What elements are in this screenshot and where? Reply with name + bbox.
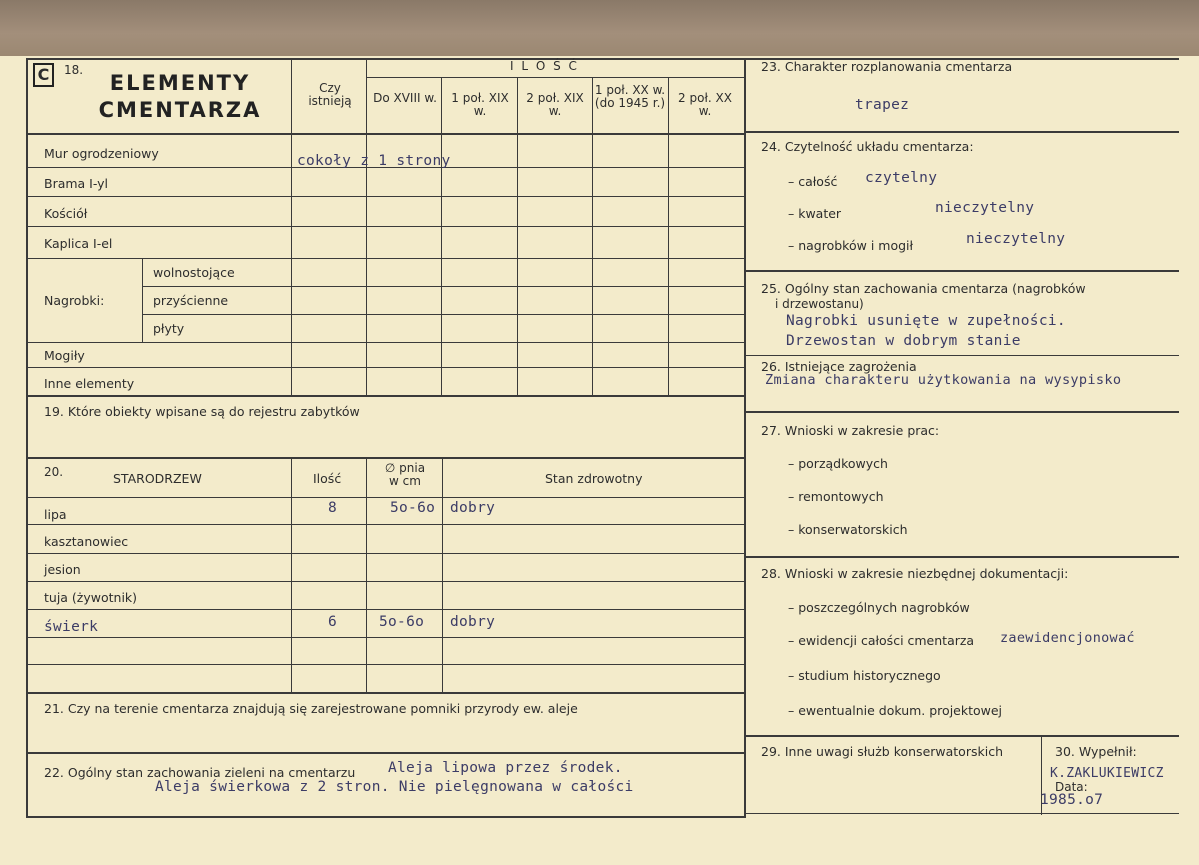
q28-answer: zaewidencjonować (1000, 630, 1135, 646)
tree-health-1: dobry (450, 500, 496, 516)
q25-answer-1: Nagrobki usunięte w zupełności. (786, 313, 1066, 329)
ilosc-header: I L O Ś Ć (510, 59, 579, 73)
tree-row-5: świerk (44, 619, 99, 635)
section-code-box: C (33, 63, 54, 87)
q27-item-2: – remontowych (788, 489, 884, 504)
period-header-5: 2 poł. XX w. (678, 91, 732, 118)
q25-label-1: 25. Ogólny stan zachowania cmentarza (nagrobków (761, 281, 1086, 296)
q20-col-diameter (368, 462, 442, 488)
q22-answer-2: Aleja świerkowa z 2 stron. Nie pielęgnowana w całości (155, 779, 634, 795)
top-tape-strip (0, 0, 1199, 56)
q28-item-4: – ewentualnie dokum. projektowej (788, 703, 1003, 718)
q21-label: 21. Czy na terenie cmentarza znajdują się zarejestrowane pomniki przyrody ew. aleje (44, 701, 578, 716)
tree-row-1: lipa (44, 507, 67, 522)
tree-diameter-1: 5o-6o (390, 500, 436, 516)
q26-answer: Zmiana charakteru użytkowania na wysypisko (765, 372, 1122, 388)
q25-label-2: i drzewostanu) (775, 297, 864, 311)
q29-label: 29. Inne uwagi służb konserwatorskich (761, 744, 1003, 759)
q22-label: 22. Ogólny stan zachowania zieleni na cmentarzu (44, 765, 356, 780)
q30-date-label: Data: (1055, 780, 1088, 794)
tree-diameter-5: 5o-6o (379, 614, 425, 630)
q22-answer-1: Aleja lipowa przez środek. (388, 760, 623, 776)
q23-answer: trapez (855, 97, 910, 113)
q24-answer-3: nieczytelny (966, 231, 1066, 247)
diameter-line-1: ∅ pnia (384, 461, 426, 475)
period-header-1: Do XVIII w. (373, 91, 437, 105)
tree-count-5: 6 (328, 614, 338, 630)
row-mogily: Mogiły (44, 348, 85, 363)
col-exists-header: Czy istnieją (308, 81, 352, 108)
q27-item-3: – konserwatorskich (788, 522, 908, 537)
q24-answer-1: czytelny (865, 170, 938, 186)
tree-count-1: 8 (328, 500, 338, 516)
q23-label: 23. Charakter rozplanowania cmentarza (761, 59, 1013, 74)
q28-item-3: – studium historycznego (788, 668, 941, 683)
section-18-title (80, 70, 280, 124)
q28-item-2: – ewidencji całości cmentarza (788, 633, 975, 648)
tree-row-3: jesion (44, 562, 81, 577)
tree-health-5: dobry (450, 614, 496, 630)
q30-label: 30. Wypełnił: (1055, 744, 1137, 759)
q28-item-1: – poszczególnych nagrobków (788, 600, 970, 615)
q19-label: 19. Które obiekty wpisane są do rejestru zabytków (44, 404, 360, 419)
row-nagrobki: Nagrobki: (44, 293, 105, 308)
row-nagrobki-przyscienne: przyścienne (153, 293, 229, 308)
title-line-1: ELEMENTY (109, 71, 251, 95)
q24-answer-2: nieczytelny (935, 200, 1035, 216)
title-line-2: CMENTARZA (98, 98, 262, 122)
section-18-number: 18. (64, 63, 84, 77)
row-kosciol: Kościół (44, 206, 88, 221)
row-nagrobki-wolnostojace: wolnostojące (153, 265, 235, 280)
period-header-3: 2 poł. XIX w. (526, 91, 584, 118)
q20-number: 20. (44, 465, 64, 479)
mur-note: cokoły z 1 strony (297, 153, 451, 169)
q24-item-3: – nagrobków i mogił (788, 238, 914, 253)
row-kaplica: Kaplica I-el (44, 236, 113, 251)
q27-label: 27. Wnioski w zakresie prac: (761, 423, 940, 438)
q30-name: K.ZAKLUKIEWICZ (1050, 766, 1164, 781)
period-header-2: 1 poł. XIX w. (451, 91, 509, 118)
q26-label: 26. Istniejące zagrożenia (761, 359, 917, 374)
q20-col-count: Ilość (313, 471, 342, 486)
q30-date: 1985.o7 (1040, 792, 1104, 808)
tree-row-4: tuja (żywotnik) (44, 590, 138, 605)
q28-label: 28. Wnioski w zakresie niezbędnej dokumentacji: (761, 566, 1069, 581)
row-inne: Inne elementy (44, 376, 135, 391)
q20-title: STARODRZEW (113, 471, 202, 486)
row-brama: Brama I-yl (44, 176, 109, 191)
q24-label: 24. Czytelność układu cmentarza: (761, 139, 974, 154)
period-header-4: 1 poł. XX w. (do 1945 r.) (594, 83, 666, 110)
row-mur: Mur ogrodzeniowy (44, 146, 159, 161)
q25-answer-2: Drzewostan w dobrym stanie (786, 333, 1021, 349)
tree-row-2: kasztanowiec (44, 534, 129, 549)
q24-item-1: – całość (788, 174, 838, 189)
row-nagrobki-plyty: płyty (153, 321, 185, 336)
q24-item-2: – kwater (788, 206, 842, 221)
q20-col-health: Stan zdrowotny (545, 471, 643, 486)
q27-item-1: – porządkowych (788, 456, 888, 471)
diameter-line-2: w cm (389, 474, 421, 488)
